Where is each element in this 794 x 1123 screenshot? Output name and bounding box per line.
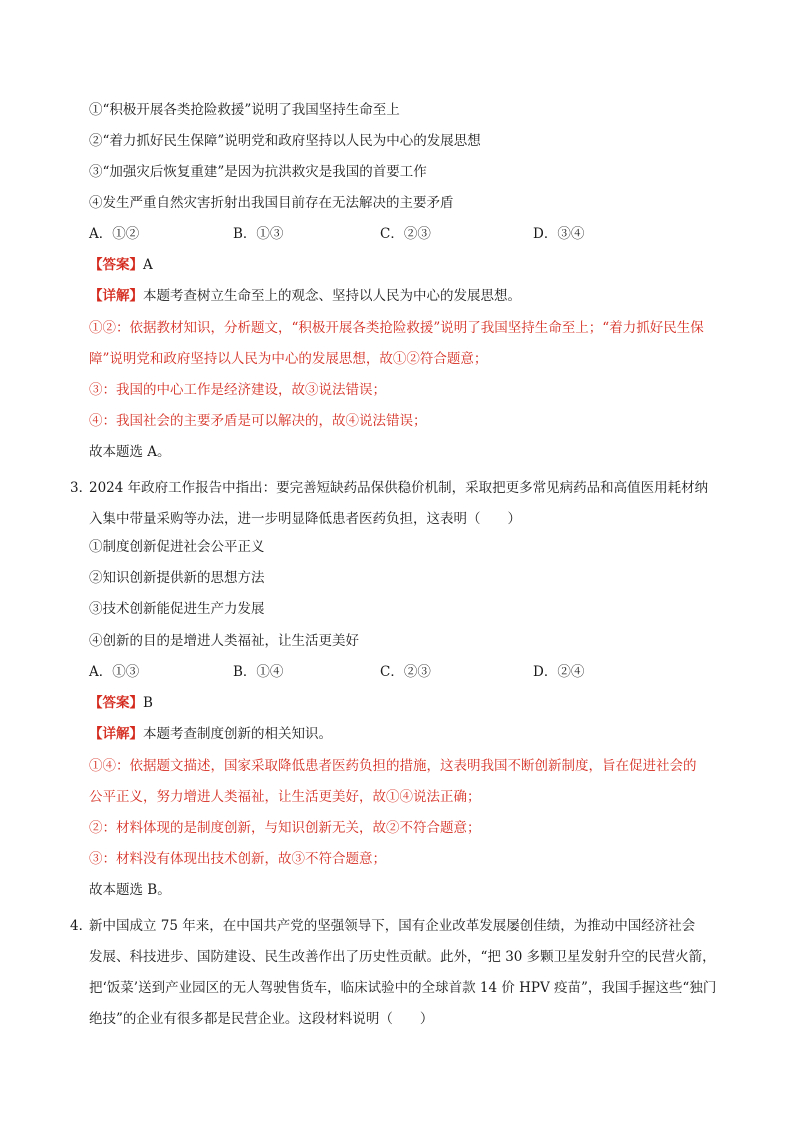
q2-analysis-2: 障”说明党和政府坚持以人民为中心的发展思想，故①②符合题意； [89,351,488,367]
q3-statement-4: ④创新的目的是增进人类福祉，让生活更美好 [89,633,359,649]
answer-tag: 【答案】 [89,257,143,273]
q2-option-b: B．①③ [233,226,284,242]
q3-stem-line-2: 入集中带量采购等办法，进一步明显降低患者医药负担，这表明（ ） [89,511,521,527]
detail-tag: 【详解】 [89,288,143,304]
q2-option-c: C．②③ [380,226,431,242]
q3-statement-3: ③技术创新能促进生产力发展 [89,601,265,617]
q2-option-d: D．③④ [533,226,585,242]
q3-analysis-4: ③：材料没有体现出技术创新，故③不符合题意； [89,851,386,867]
q2-answer [89,255,153,275]
q3-option-d: D．②④ [533,664,585,680]
q4-stem-line-4: 绝技”的企业有很多都是民营企业。这段材料说明（ ） [89,1011,434,1027]
detail-intro: 本题考查制度创新的相关知识。 [143,726,332,742]
q3-statement-1: ①制度创新促进社会公平正义 [89,539,265,555]
answer-tag: 【答案】 [89,695,143,711]
q3-statement-2: ②知识创新提供新的思想方法 [89,570,265,586]
q3-option-c: C．②③ [380,664,431,680]
q3-detail [89,724,332,744]
q2-analysis-4: ④：我国社会的主要矛盾是可以解决的，故④说法错误； [89,413,427,429]
q3-option-b: B．①④ [233,664,284,680]
q3-analysis-2: 公平正义，努力增进人类福祉，让生活更美好，故①④说法正确； [89,789,481,805]
q2-statement-3: ③“加强灾后恢复重建”是因为抗洪救灾是我国的首要工作 [89,164,427,180]
answer-value: A [143,257,153,273]
q4-stem-line-1: 新中国成立 75 年来，在中国共产党的坚强领导下，国有企业改革发展屡创佳绩，为推动中国经济社会 [89,918,696,934]
answer-value: B [143,695,153,711]
q2-conclusion: 故本题选 A。 [89,444,171,460]
q2-analysis-3: ③：我国的中心工作是经济建设，故③说法错误； [89,382,386,398]
q2-statement-4: ④发生严重自然灾害折射出我国目前存在无法解决的主要矛盾 [89,195,454,211]
q2-option-a: A．①② [89,226,140,242]
q4-stem-line-3: 把‘饭菜’送到产业园区的无人驾驶售货车，临床试验中的全球首款 14 价 HPV 疫苗”，我国手握这些“独门 [89,980,717,996]
q3-conclusion: 故本题选 B。 [89,882,171,898]
q4-stem-line-2: 发展、科技进步、国防建设、民生改善作出了历史性贡献。此外，“把 30 多颗卫星发射升空的民营火箭， [89,949,716,965]
q3-stem [70,473,730,535]
q4-stem [70,911,730,1035]
q2-statement-2: ②“着力抓好民生保障”说明党和政府坚持以人民为中心的发展思想 [89,133,481,149]
q2-detail [89,286,521,306]
detail-tag: 【详解】 [89,726,143,742]
q3-option-a: A．①③ [89,664,140,680]
q2-statement-1: ①“积极开展各类抢险救援”说明了我国坚持生命至上 [89,102,400,118]
q3-answer [89,693,153,713]
q3-analysis-1: ①④：依据题文描述，国家采取降低患者医药负担的措施，这表明我国不断创新制度，旨在促进社会的 [89,758,697,774]
q3-number: 3． [70,480,93,496]
q2-analysis-1: ①②：依据教材知识，分析题文，“积极开展各类抢险救援”说明了我国坚持生命至上；“着力抓好民生保 [89,320,704,336]
detail-intro: 本题考查树立生命至上的观念、坚持以人民为中心的发展思想。 [143,288,521,304]
q4-number: 4． [70,918,93,934]
q3-stem-line-1: 2024 年政府工作报告中指出：要完善短缺药品保供稳价机制，采取把更多常见病药品和高值医用耗材纳 [89,480,709,496]
q3-analysis-3: ②：材料体现的是制度创新，与知识创新无关，故②不符合题意； [89,820,481,836]
